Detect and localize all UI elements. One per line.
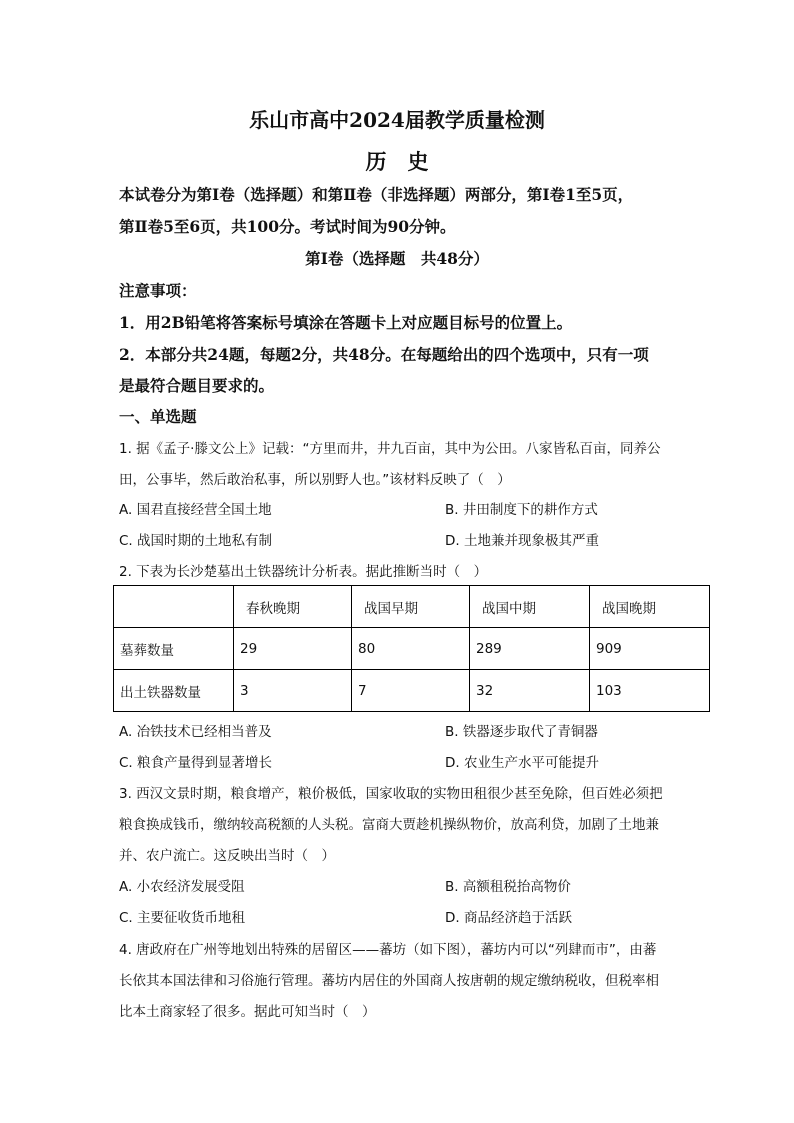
question-1-option-a: A. 国君直接经营全国土地 [119, 502, 272, 518]
table-header-cell: 战国早期 [352, 586, 470, 628]
table-cell: 32 [470, 670, 590, 712]
question-1-option-b: B. 井田制度下的耕作方式 [445, 502, 598, 518]
intro-line-1: 本试卷分为第Ⅰ卷（选择题）和第Ⅱ卷（非选择题）两部分，第Ⅰ卷1至5页， [119, 185, 634, 204]
table-header-cell [114, 586, 234, 628]
question-2-option-d: D. 农业生产水平可能提升 [445, 755, 599, 771]
table-cell: 289 [470, 628, 590, 670]
table-header-cell: 战国中期 [470, 586, 590, 628]
question-4-line-1: 4. 唐政府在广州等地划出特殊的居留区——蕃坊（如下图），蕃坊内可以“列肆而市”，由蕃 [119, 942, 657, 958]
question-2-option-a: A. 冶铁技术已经相当普及 [119, 724, 272, 740]
section-heading: 一、单选题 [119, 407, 197, 426]
notice-item-2-line-1: 2．本部分共24题，每题2分，共48分。在每题给出的四个选项中，只有一项 [119, 345, 649, 364]
question-3-line-1: 3. 西汉文景时期，粮食增产，粮价极低，国家收取的实物田租很少甚至免除，但百姓必须把 [119, 786, 663, 802]
table-cell: 7 [352, 670, 470, 712]
question-2-line-1: 2. 下表为长沙楚墓出土铁器统计分析表。据此推断当时（ ） [119, 564, 488, 580]
notice-item-1: 1．用2B铅笔将答案标号填涂在答题卡上对应题目标号的位置上。 [119, 313, 573, 332]
table-cell: 80 [352, 628, 470, 670]
table-row [114, 670, 710, 712]
exam-title: 乐山市高中2024届教学质量检测 [249, 108, 545, 132]
table-header-cell: 战国晚期 [590, 586, 710, 628]
question-1-line-2: 田，公事毕，然后敢治私事，所以别野人也。”该材料反映了（ ） [119, 472, 511, 488]
intro-line-2: 第Ⅱ卷5至6页，共100分。考试时间为90分钟。 [119, 217, 456, 236]
question-4-line-2: 长依其本国法律和习俗施行管理。蕃坊内居住的外国商人按唐朝的规定缴纳税收，但税率相 [119, 973, 659, 989]
question-1-option-d: D. 土地兼并现象极其严重 [445, 533, 599, 549]
notice-heading: 注意事项： [119, 281, 197, 300]
question-4-line-3: 比本土商家轻了很多。据此可知当时（ ） [119, 1004, 376, 1020]
question-3-option-c: C. 主要征收货币地租 [119, 910, 246, 926]
question-3-option-d: D. 商品经济趋于活跃 [445, 910, 572, 926]
table-cell: 3 [234, 670, 352, 712]
subject-title: 历 史 [365, 149, 429, 174]
table-cell: 29 [234, 628, 352, 670]
question-1-option-c: C. 战国时期的土地私有制 [119, 533, 273, 549]
question-1-line-1: 1. 据《孟子·滕文公上》记载：“方里而井，井九百亩，其中为公田。八家皆私百亩，同养公 [119, 441, 661, 457]
table-cell: 909 [590, 628, 710, 670]
table-header-cell: 春秋晚期 [234, 586, 352, 628]
question-3-line-2: 粮食换成钱币，缴纳较高税额的人头税。富商大贾趁机操纵物价，放高利贷，加剧了土地兼 [119, 817, 659, 833]
part-title: 第Ⅰ卷（选择题 共48分） [305, 249, 489, 268]
table-cell: 出土铁器数量 [114, 670, 234, 712]
iron-ware-table [113, 585, 710, 712]
question-2-option-c: C. 粮食产量得到显著增长 [119, 755, 273, 771]
table-cell: 墓葬数量 [114, 628, 234, 670]
question-3-option-a: A. 小农经济发展受阻 [119, 879, 245, 895]
question-3-option-b: B. 高额租税抬高物价 [445, 879, 571, 895]
question-3-line-3: 并、农户流亡。这反映出当时（ ） [119, 848, 335, 864]
table-row [114, 628, 710, 670]
table-cell: 103 [590, 670, 710, 712]
question-2-option-b: B. 铁器逐步取代了青铜器 [445, 724, 598, 740]
notice-item-2-line-2: 是最符合题目要求的。 [119, 376, 275, 395]
table-header-row [114, 586, 710, 628]
